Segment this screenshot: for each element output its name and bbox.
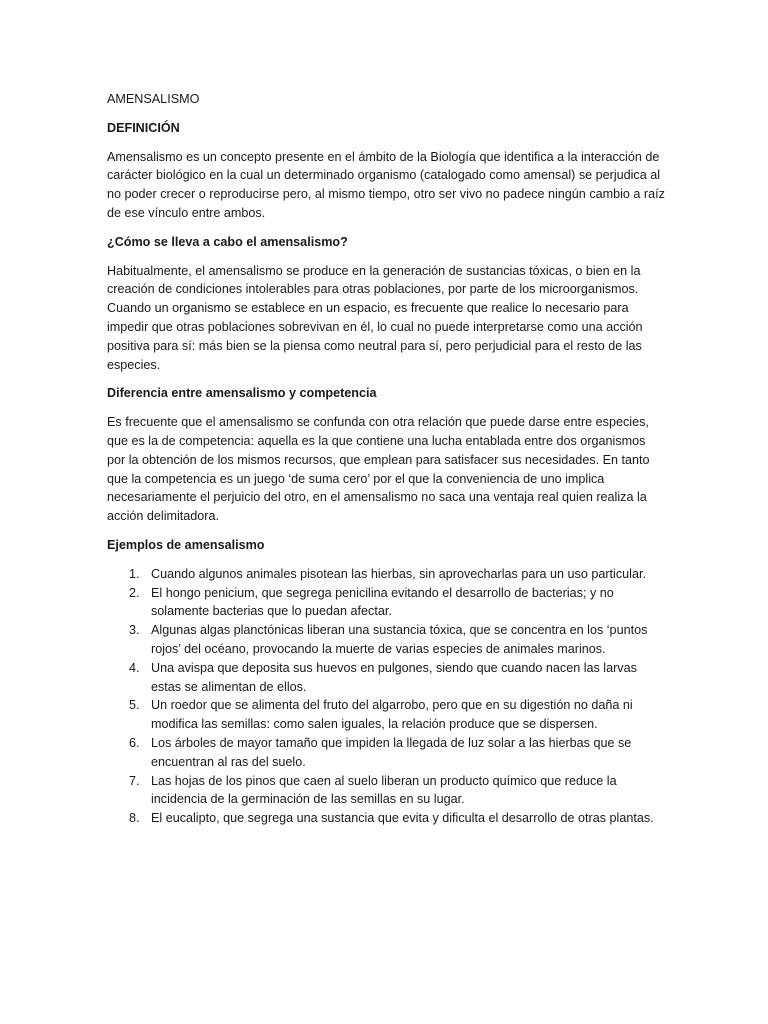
section-heading-difference: Diferencia entre amensalismo y competencia bbox=[107, 386, 377, 401]
section-body-difference: Es frecuente que el amensalismo se confunda con otra relación que puede darse entre especies, que es la de competencia: aquella es la que contiene una lucha entablada entre dos organismos por la obtención de los mismos recursos, que emplean para satisfacer sus necesidades. En tanto que la competencia es un juego ‘de suma cero’ por el que la conveniencia de uno implica necesariamente el perjuicio del otro, en el amensalismo no saca una ventaja real quien realiza la acción delimitadora. bbox=[107, 415, 650, 524]
list-item bbox=[107, 621, 667, 659]
section-heading-how: ¿Cómo se lleva a cabo el amensalismo? bbox=[107, 234, 348, 249]
list-item-number: 3. bbox=[129, 623, 140, 638]
list-item-text: Las hojas de los pinos que caen al suelo liberan un producto químico que reduce la incidencia de la germinación de las semillas en su lugar. bbox=[151, 773, 617, 807]
list-item bbox=[107, 696, 667, 734]
list-item-text: Los árboles de mayor tamaño que impiden la llegada de luz solar a las hierbas que se encuentran al ras del suelo. bbox=[151, 735, 632, 769]
section-heading-definition: DEFINICIÓN bbox=[107, 120, 180, 135]
list-item bbox=[107, 809, 667, 828]
list-item bbox=[107, 772, 667, 810]
list-item-number: 4. bbox=[129, 660, 140, 675]
list-item-number: 1. bbox=[129, 566, 140, 581]
list-item bbox=[107, 659, 667, 697]
examples-list bbox=[107, 565, 667, 828]
section-body-how: Habitualmente, el amensalismo se produce en la generación de sustancias tóxicas, o bien en la creación de condiciones intolerables para otras poblaciones, por parte de los microorganismos. Cuando un organismo se establece en un espacio, es frecuente que realice lo necesario para impedir que otras poblaciones sobrevivan en él, lo cual no puede interpretarse como una acción positiva para sí: más bien se la piensa como neutral para sí, pero perjudicial para el resto de las especies. bbox=[107, 263, 643, 372]
list-item-text: El hongo penicium, que segrega penicilina evitando el desarrollo de bacterias; y no solamente bacterias que lo puedan afectar. bbox=[151, 585, 614, 619]
list-item-text: Un roedor que se alimenta del fruto del algarrobo, pero que en su digestión no daña ni modifica las semillas: como salen iguales, la relación produce que se dispersen. bbox=[151, 698, 633, 732]
list-item-number: 7. bbox=[129, 773, 140, 788]
list-item-number: 2. bbox=[129, 585, 140, 600]
list-item-text: Algunas algas planctónicas liberan una sustancia tóxica, que se concentra en los ‘puntos rojos’ del océano, provocando la muerte de varias especies de animales marinos. bbox=[151, 623, 648, 656]
document-title: AMENSALISMO bbox=[107, 92, 200, 106]
list-item bbox=[107, 565, 667, 584]
list-item-text: El eucalipto, que segrega una sustancia que evita y dificulta el desarrollo de otras plantas. bbox=[151, 811, 654, 826]
document-page bbox=[107, 90, 667, 828]
section-heading-examples: Ejemplos de amensalismo bbox=[107, 537, 265, 552]
list-item-text: Cuando algunos animales pisotean las hierbas, sin aprovecharlas para un uso particular. bbox=[151, 566, 646, 581]
list-item-text: Una avispa que deposita sus huevos en pulgones, siendo que cuando nacen las larvas estas se alimentan de ellos. bbox=[151, 660, 637, 694]
list-item-number: 8. bbox=[129, 811, 140, 826]
section-body-definition: Amensalismo es un concepto presente en el ámbito de la Biología que identifica a la interacción de carácter biológico en la cual un determinado organismo (catalogado como amensal) se perjudica al no poder crecer o reproducirse pero, al mismo tiempo, otro ser vivo no padece ningún cambio a raíz de ese vínculo entre ambos. bbox=[107, 149, 665, 220]
list-item-number: 5. bbox=[129, 698, 140, 713]
list-item bbox=[107, 734, 667, 772]
list-item-number: 6. bbox=[129, 735, 140, 750]
list-item bbox=[107, 584, 667, 622]
